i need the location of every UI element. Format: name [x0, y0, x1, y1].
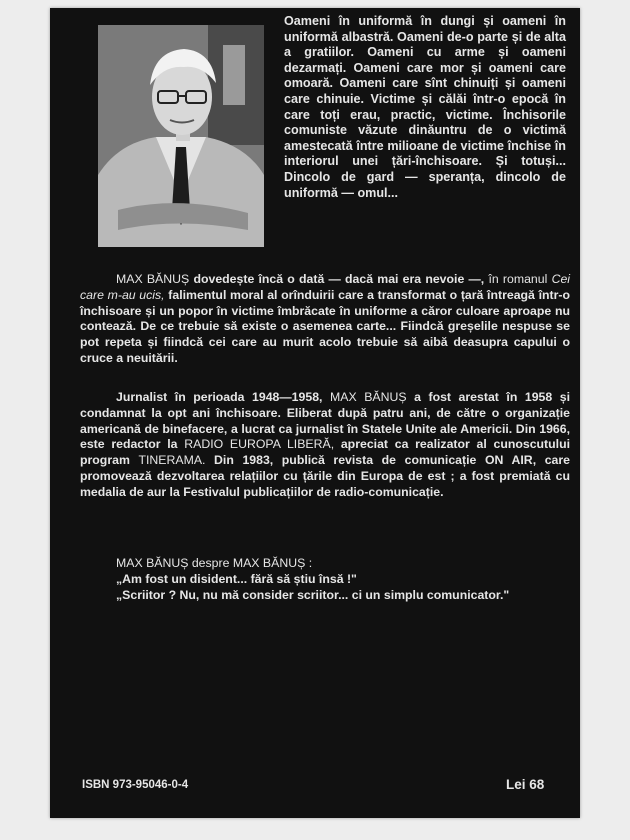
- self-heading-text: MAX BĂNUȘ despre MAX BĂNUȘ :: [116, 556, 313, 570]
- intro-paragraph: [80, 272, 570, 367]
- bio-text-2: a fost arestat în 1958 și condamnat la opt ani închisoare. Eliberat după patru ani, de către o organizație americană de binefacere, a lucrat ca jurnalist în Statele Unite ale Americii. Din 1966, este redactor la: [80, 390, 571, 452]
- bio-paragraph: [80, 390, 570, 501]
- quote-second: [80, 588, 570, 604]
- author-photo: [98, 25, 264, 247]
- back-cover: [50, 8, 580, 818]
- novel-title: Cei care m-au ucis,: [80, 272, 571, 302]
- quote-second-text: „Scriitor ? Nu, nu mă consider scriitor... ci un simplu comunicator.": [116, 587, 510, 602]
- intro-prefix: în romanul: [488, 272, 548, 286]
- author-portrait-image: [98, 25, 264, 247]
- bio-text-4: Din 1983, publică revista de comunicație ON AIR, care promovează dezvoltarea relațiilor cu țările din Europa de est ; a fost premiată cu medalia de aur la Festivalul publicațiilor de radio-comunicație.: [80, 453, 570, 499]
- self-description: [80, 556, 570, 603]
- intro-author-name: MAX BĂNUȘ: [116, 272, 190, 286]
- quote-first-text: „Am fost un disident... fără să știu însă !": [116, 571, 357, 586]
- self-heading: [80, 556, 570, 572]
- bio-radio-name: RADIO EUROPA LIBERĂ,: [184, 437, 335, 452]
- bio-text-1: Jurnalist în perioada 1948—1958,: [116, 390, 323, 404]
- bio-author-name: MAX BĂNUȘ: [330, 390, 407, 404]
- bio-text-3: apreciat ca realizator al cunoscutului program: [80, 437, 571, 468]
- isbn-number: ISBN 973-95046-0-4: [82, 779, 189, 791]
- quote-first: [80, 572, 570, 588]
- intro-line1: dovedește încă o dată — dacă mai era nevoie —,: [193, 272, 485, 286]
- bio-program-name: TINERAMA.: [138, 453, 206, 468]
- intro-rest: falimentul moral al orînduirii care a transformat o țară întreagă într-o închisoare și un popor în victime îmbrăcate în uniforme a căror culoare aproape nu contează. De ce trebuie să existe o asemenea carte... Fiindcă greșelile nespuse se pot repeta și fiindcă cei care au murit acolo trebuie să aibă deasupra capului o cruce a neuitării.: [80, 287, 570, 365]
- price-label: Lei 68: [506, 777, 545, 792]
- blurb-text: Oameni în uniformă în dungi și oameni în uniformă albastră. Oameni de-o parte și de alta a gratiilor. Oameni cu arme și oameni dezarmați. Oameni care mor și oameni care omoară. Oameni care sînt chinuiți și oameni care chinuie. Victime și călăi într-o epocă în care toți erau, practic, victime. Închisorile comuniste văzute dinăuntru de o victimă amestecată între milioane de victime închise în interiorul unei țări-închisoare. Și totuși... Dincolo de gard — speranța, dincolo de uniformă — omul...: [284, 14, 566, 200]
